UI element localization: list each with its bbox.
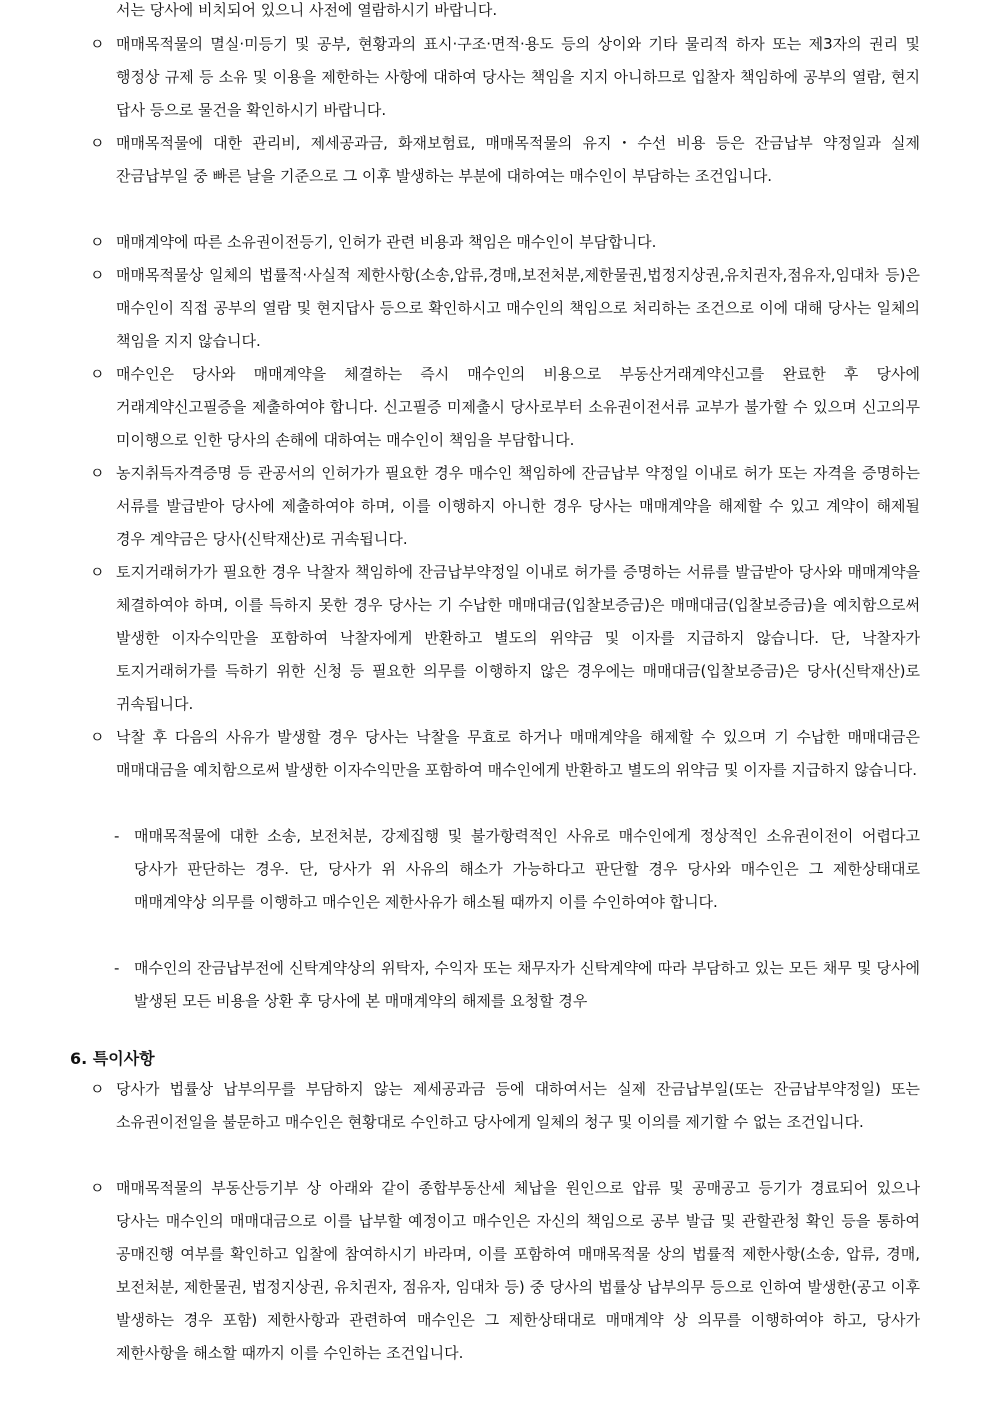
list-item-text: 매매목적물상 일체의 법률적·사실적 제한사항(소송,압류,경매,보전처분,제한물권,법정지상권,유치권자,점유자,임대차 등)은 매수인이 직접 공부의 열람 및 현지답사 등으로 확인하시고 매수인의 책임으로 처리하는 조건으로 이에 대해 당사는 일체의 책임을 지지 않습니다. xyxy=(116,266,920,350)
bullet-marker: ㅇ xyxy=(90,728,105,746)
list-item xyxy=(90,127,920,193)
bullet-marker: ㅇ xyxy=(90,464,105,482)
list-item xyxy=(90,457,920,556)
list-item xyxy=(90,556,920,721)
list-item-text: 매수인은 당사와 매매계약을 체결하는 즉시 매수인의 비용으로 부동산거래계약신고를 완료한 후 당사에 거래계약신고필증을 제출하여야 합니다. 신고필증 미제출시 당사로부터 소유권이전서류 교부가 불가할 수 있으며 신고의무 미이행으로 인한 당사의 손해에 대하여는 매수인이 책임을 부담합니다. xyxy=(116,365,920,449)
list-item-text: 낙찰 후 다음의 사유가 발생할 경우 당사는 낙찰을 무효로 하거나 매매계약을 해제할 수 있으며 기 수납한 매매대금은 매매대금을 예치함으로써 발생한 이자수익만을 포함하여 매수인에게 반환하고 별도의 위약금 및 이자를 지급하지 않습니다. xyxy=(116,728,920,779)
list-item-text: 매매목적물의 멸실·미등기 및 공부, 현황과의 표시·구조·면적·용도 등의 상이와 기타 물리적 하자 또는 제3자의 권리 및 행정상 규제 등 소유 및 이용을 제한하는 사항에 대하여 당사는 책임을 지지 아니하므로 입찰자 책임하에 공부의 열람, 현지 답사 등으로 물건을 확인하시기 바랍니다. xyxy=(116,35,920,119)
bullet-marker: ㅇ xyxy=(90,1179,105,1197)
list-item xyxy=(90,358,920,457)
section-heading: 6. 특이사항 xyxy=(70,1049,155,1068)
bullet-marker: ㅇ xyxy=(90,563,105,581)
bullet-marker: ㅇ xyxy=(90,1080,105,1098)
dash-marker: - xyxy=(114,959,120,977)
bullet-marker: ㅇ xyxy=(90,266,105,284)
continuation-text: 서는 당사에 비치되어 있으니 사전에 열람하시기 바랍니다. xyxy=(116,1,498,19)
bullet-marker: ㅇ xyxy=(90,35,105,53)
list-item xyxy=(90,721,920,787)
list-item xyxy=(90,226,920,259)
list-item xyxy=(90,28,920,127)
list-item xyxy=(90,1172,920,1369)
bullet-marker: ㅇ xyxy=(90,233,105,251)
list-item-text: 당사가 법률상 납부의무를 부담하지 않는 제세공과금 등에 대하여서는 실제 잔금납부일(또는 잔금납부약정일) 또는 소유권이전일을 불문하고 매수인은 현황대로 수인하고 당사에게 일체의 청구 및 이의를 제기할 수 없는 조건입니다. xyxy=(116,1080,920,1131)
sub-list-item-text: 매수인의 잔금납부전에 신탁계약상의 위탁자, 수익자 또는 채무자가 신탁계약에 따라 부담하고 있는 모든 채무 및 당사에 발생된 모든 비용을 상환 후 당사에 본 매매계약의 해제를 요청할 경우 xyxy=(134,959,920,1010)
bullet-marker: ㅇ xyxy=(90,365,105,383)
list-item-text: 매매목적물에 대한 관리비, 제세공과금, 화재보험료, 매매목적물의 유지・수선 비용 등은 잔금납부 약정일과 실제 잔금납부일 중 빠른 날을 기준으로 그 이후 발생하는 부분에 대하여는 매수인이 부담하는 조건입니다. xyxy=(116,134,920,185)
sub-list-item xyxy=(114,820,920,919)
list-item-text: 토지거래허가가 필요한 경우 낙찰자 책임하에 잔금납부약정일 이내로 허가를 증명하는 서류를 발급받아 당사와 매매계약을 체결하여야 하며, 이를 득하지 못한 경우 당사는 기 수납한 매매대금(입찰보증금)은 매매대금(입찰보증금)을 예치함으로써 발생한 이자수익만을 포함하여 낙찰자에게 반환하고 별도의 위약금 및 이자를 지급하지 않습니다. 단, 낙찰자가 토지거래허가를 득하기 위한 신청 등 필요한 의무를 이행하지 않은 경우에는 매매대금(입찰보증금)은 당사(신탁재산)로 귀속됩니다. xyxy=(116,563,920,713)
list-item xyxy=(90,259,920,358)
list-item-text: 매매목적물의 부동산등기부 상 아래와 같이 종합부동산세 체납을 원인으로 압류 및 공매공고 등기가 경료되어 있으나 당사는 매수인의 매매대금으로 이를 납부할 예정이고 매수인은 자신의 책임으로 공부 발급 및 관할관청 확인 등을 통하여 공매진행 여부를 확인하고 입찰에 참여하시기 바라며, 이를 포함하여 매매목적물 상의 법률적 제한사항(소송, 압류, 경매, 보전처분, 제한물권, 법정지상권, 유치권자, 점유자, 임대차 등) 중 당사의 법률상 납부의무 등으로 인하여 발생한(공고 이후 발생하는 경우 포함) 제한사항과 관련하여 매수인은 그 제한상태대로 매매계약 상 의무를 이행하여야 하고, 당사가 제한사항을 해소할 때까지 이를 수인하는 조건입니다. xyxy=(116,1179,920,1362)
list-item xyxy=(90,1073,920,1139)
list-item-text: 농지취득자격증명 등 관공서의 인허가가 필요한 경우 매수인 책임하에 잔금납부 약정일 이내로 허가 또는 자격을 증명하는 서류를 발급받아 당사에 제출하여야 하며, 이를 이행하지 아니한 경우 당사는 매매계약을 해제할 수 있고 계약이 해제될 경우 계약금은 당사(신탁재산)로 귀속됩니다. xyxy=(116,464,920,548)
sub-list-item-text: 매매목적물에 대한 소송, 보전처분, 강제집행 및 불가항력적인 사유로 매수인에게 정상적인 소유권이전이 어렵다고 당사가 판단하는 경우. 단, 당사가 위 사유의 해소가 가능하다고 판단할 경우 당사와 매수인은 그 제한상태대로 매매계약상 의무를 이행하고 매수인은 제한사유가 해소될 때까지 이를 수인하여야 합니다. xyxy=(134,827,920,911)
dash-marker: - xyxy=(114,827,120,845)
list-item-text: 매매계약에 따른 소유권이전등기, 인허가 관련 비용과 책임은 매수인이 부담합니다. xyxy=(116,233,657,251)
bullet-marker: ㅇ xyxy=(90,134,105,152)
sub-list-item xyxy=(114,952,920,1018)
